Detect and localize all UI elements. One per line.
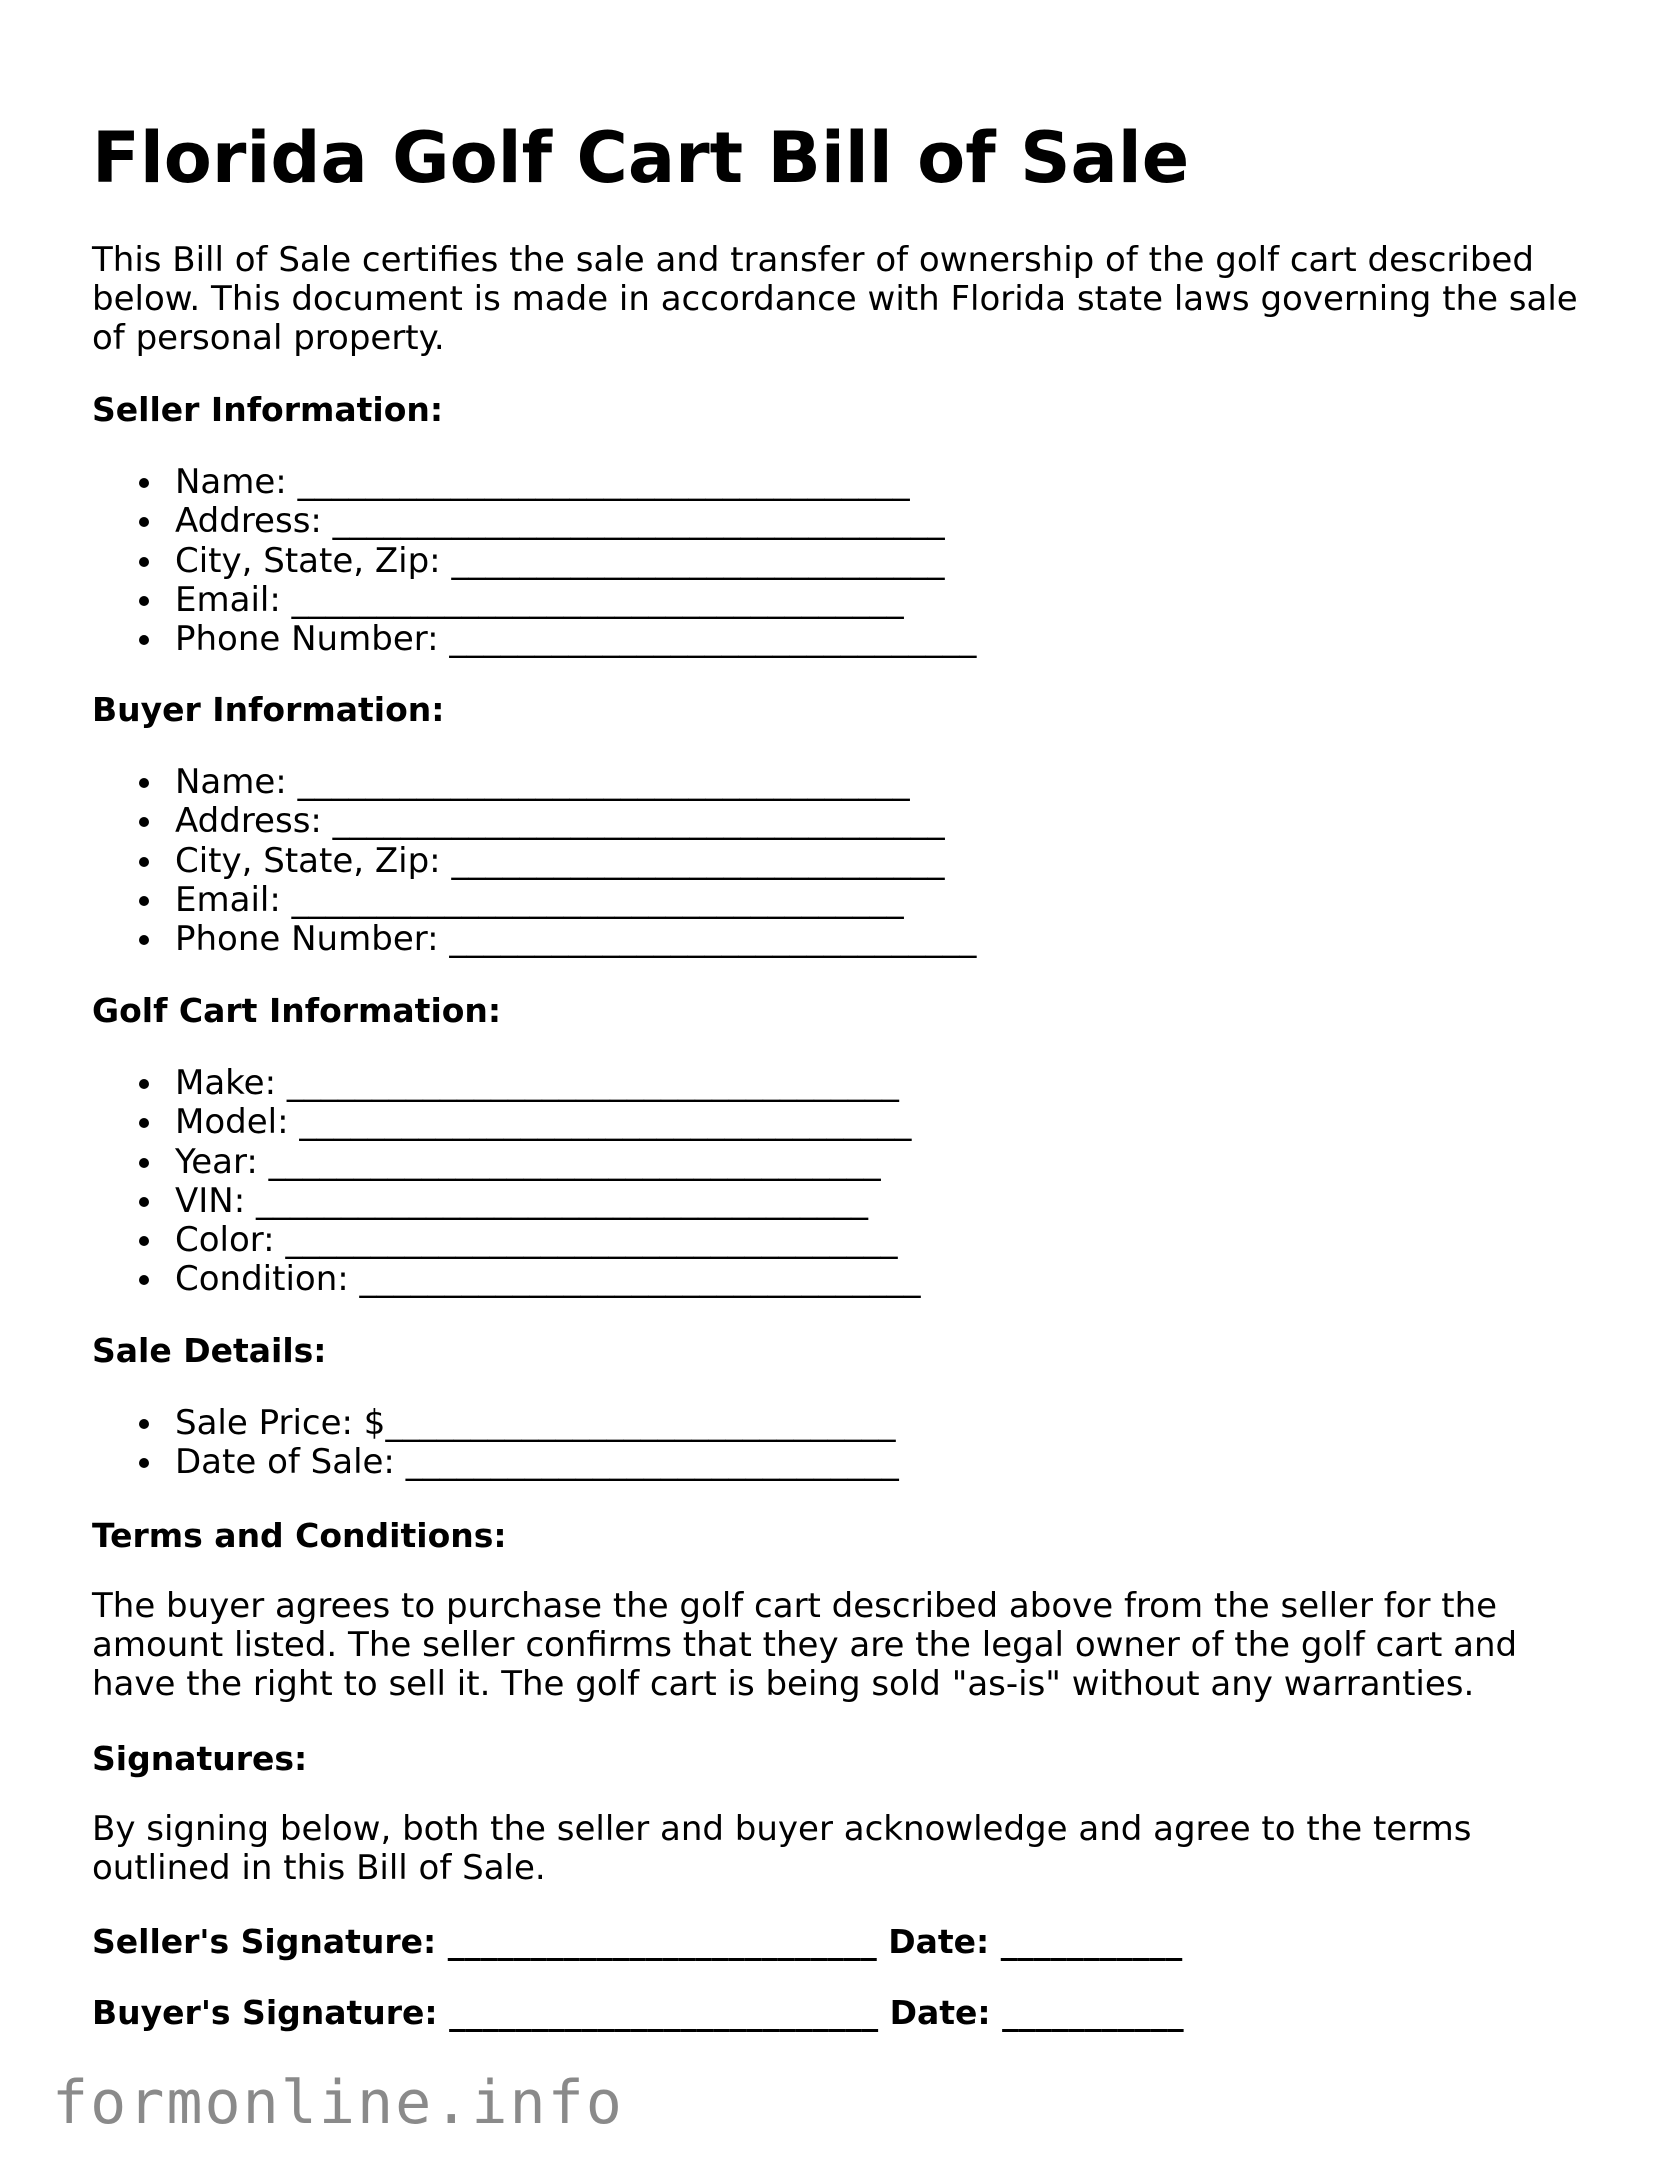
seller-fields	[92, 463, 976, 659]
sale-details-heading: Sale Details:	[92, 1331, 327, 1370]
seller-name-blank[interactable]: ____________________________________	[286, 462, 910, 502]
sale-details-fields	[92, 1404, 899, 1483]
buyer-signature-line[interactable]: Buyer's Signature: __________________________ Date: ___________	[92, 1993, 1184, 2032]
watermark: formonline.info	[52, 2068, 624, 2138]
seller-city-state-zip-field[interactable]: City, State, Zip: _____________________________	[92, 542, 976, 581]
sale-price-blank[interactable]: ______________________________	[385, 1403, 896, 1443]
intro-paragraph: This Bill of Sale certifies the sale and transfer of ownership of the golf cart described below. This document is made in accordance with Florida state laws governing the sale of personal property.	[92, 240, 1578, 358]
buyer-heading: Buyer Information:	[92, 690, 445, 729]
seller-email-blank[interactable]: ____________________________________	[280, 579, 904, 620]
buyer-address-field[interactable]: Address: ____________________________________	[92, 802, 976, 841]
sale-price-field[interactable]: Sale Price: $______________________________	[92, 1404, 899, 1443]
seller-email-field[interactable]: Email: ____________________________________	[92, 581, 976, 620]
buyer-fields	[92, 763, 976, 959]
seller-phone-field[interactable]: Phone Number: _______________________________	[92, 620, 976, 659]
terms-paragraph: The buyer agrees to purchase the golf cart described above from the seller for the amount listed. The seller confirms that they are the legal owner of the golf cart and have the right to sell it. The golf cart is being sold "as-is" without any warranties.	[92, 1586, 1518, 1704]
golf-cart-heading: Golf Cart Information:	[92, 991, 502, 1030]
cart-condition-blank[interactable]: _________________________________	[348, 1259, 921, 1300]
cart-year-blank[interactable]: ____________________________________	[257, 1141, 881, 1182]
date-of-sale-blank[interactable]: _____________________________	[394, 1442, 899, 1483]
golf-cart-fields	[92, 1064, 921, 1300]
seller-heading: Seller Information:	[92, 390, 444, 429]
cart-color-field[interactable]: Color: ____________________________________	[92, 1221, 921, 1260]
buyer-email-field[interactable]: Email: ____________________________________	[92, 881, 976, 920]
cart-condition-field[interactable]: Condition: _________________________________	[92, 1260, 921, 1299]
date-of-sale-field[interactable]: Date of Sale: _____________________________	[92, 1443, 899, 1482]
buyer-email-blank[interactable]: ____________________________________	[280, 879, 904, 920]
buyer-name-blank[interactable]: ____________________________________	[286, 762, 910, 802]
cart-vin-blank[interactable]: ____________________________________	[245, 1180, 868, 1221]
signatures-paragraph: By signing below, both the seller and buyer acknowledge and agree to the terms outlined in this Bill of Sale.	[92, 1809, 1472, 1888]
cart-model-blank[interactable]: ____________________________________	[288, 1102, 912, 1143]
buyer-phone-blank[interactable]: _______________________________	[438, 919, 977, 960]
cart-model-field[interactable]: Model: ____________________________________	[92, 1103, 921, 1142]
terms-heading: Terms and Conditions:	[92, 1516, 507, 1555]
cart-color-blank[interactable]: ____________________________________	[274, 1220, 898, 1261]
seller-address-field[interactable]: Address: ____________________________________	[92, 502, 976, 541]
buyer-name-field[interactable]: Name: ____________________________________	[92, 763, 976, 802]
document-title: Florida Golf Cart Bill of Sale	[92, 117, 1190, 199]
seller-name-field[interactable]: Name: ____________________________________	[92, 463, 976, 502]
cart-year-field[interactable]: Year: ____________________________________	[92, 1143, 921, 1182]
buyer-city-state-zip-field[interactable]: City, State, Zip: _____________________________	[92, 842, 976, 881]
buyer-phone-field[interactable]: Phone Number: _______________________________	[92, 920, 976, 959]
cart-make-blank[interactable]: ____________________________________	[276, 1063, 899, 1103]
seller-signature-line[interactable]: Seller's Signature: __________________________ Date: ___________	[92, 1922, 1183, 1961]
cart-make-field[interactable]: Make: ____________________________________	[92, 1064, 921, 1103]
seller-address-blank[interactable]: ____________________________________	[321, 501, 945, 542]
buyer-address-blank[interactable]: ____________________________________	[321, 801, 945, 842]
seller-city-state-zip-blank[interactable]: _____________________________	[440, 540, 945, 581]
buyer-city-state-zip-blank[interactable]: _____________________________	[440, 840, 945, 881]
signatures-heading: Signatures:	[92, 1739, 308, 1778]
seller-phone-blank[interactable]: _______________________________	[438, 619, 977, 660]
cart-vin-field[interactable]: VIN: ____________________________________	[92, 1182, 921, 1221]
